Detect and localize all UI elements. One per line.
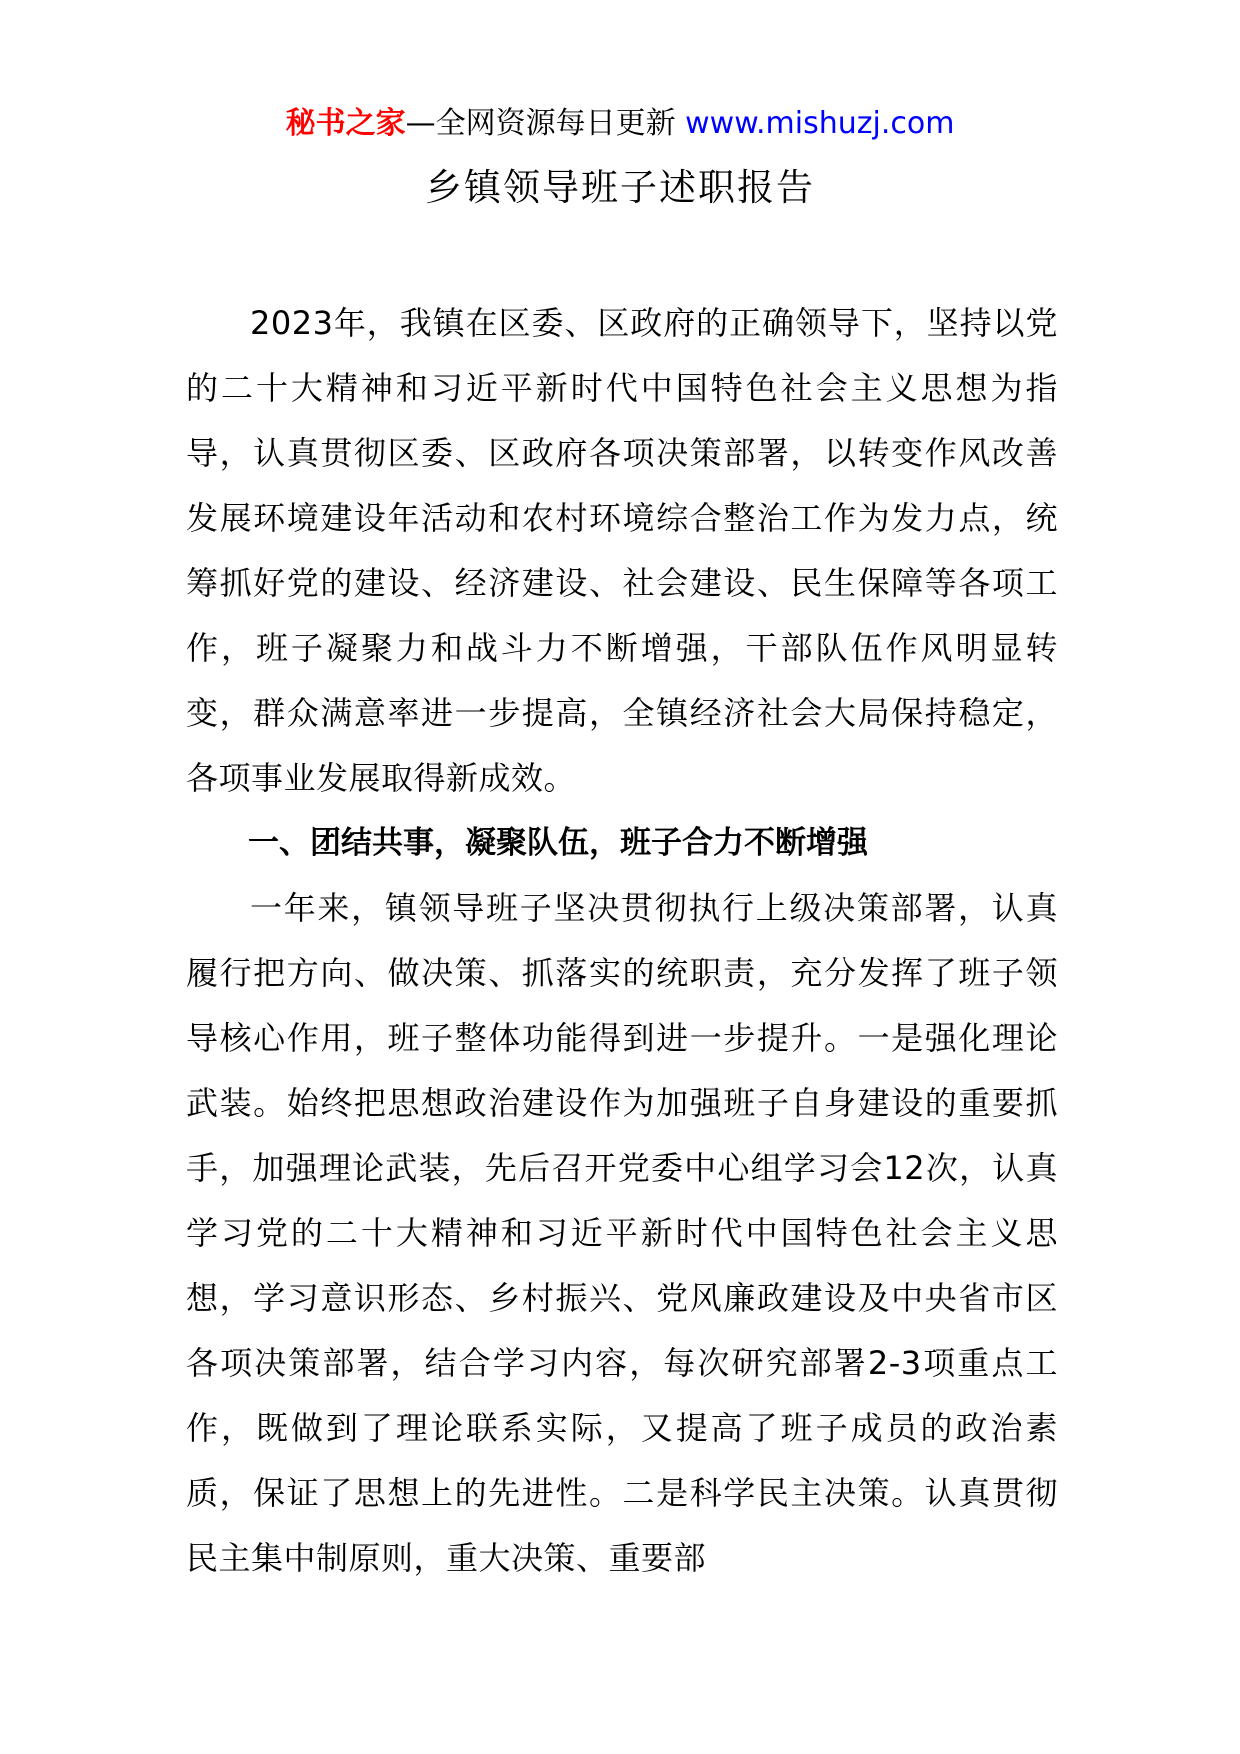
- site-url-link[interactable]: www.mishuzj.com: [685, 106, 955, 141]
- section-heading: 一、团结共事，凝聚队伍，班子合力不断增强: [248, 825, 868, 861]
- document-body: [186, 291, 1058, 1591]
- brand-name: 秘书之家: [285, 106, 406, 141]
- site-slogan: —全网资源每日更新: [405, 106, 676, 141]
- site-header: [0, 100, 1240, 148]
- document-title: 乡镇领导班子述职报告: [425, 166, 815, 209]
- section-paragraph: 一年来，镇领导班子坚决贯彻执行上级决策部署，认真履行把方向、做决策、抓落实的统职责，充分发挥了班子领导核心作用，班子整体功能得到进一步提升。一是强化理论武装。始终把思想政治建设作为加强班子自身建设的重要抓手，加强理论武装，先后召开党委中心组学习会12次，认真学习党的二十大精神和习近平新时代中国特色社会主义思想，学习意识形态、乡村振兴、党风廉政建设及中央省市区各项决策部署，结合学习内容，每次研究部署2-3项重点工作，既做到了理论联系实际，又提高了班子成员的政治素质，保证了思想上的先进性。二是科学民主决策。认真贯彻民主集中制原则，重大决策、重要部: [186, 889, 1058, 1577]
- intro-paragraph: 2023年，我镇在区委、区政府的正确领导下，坚持以党的二十大精神和习近平新时代中国特色社会主义思想为指导，认真贯彻区委、区政府各项决策部署，以转变作风改善发展环境建设年活动和农村环境综合整治工作为发力点，统筹抓好党的建设、经济建设、社会建设、民生保障等各项工作，班子凝聚力和战斗力不断增强，干部队伍作风明显转变，群众满意率进一步提高，全镇经济社会大局保持稳定，各项事业发展取得新成效。: [186, 304, 1058, 797]
